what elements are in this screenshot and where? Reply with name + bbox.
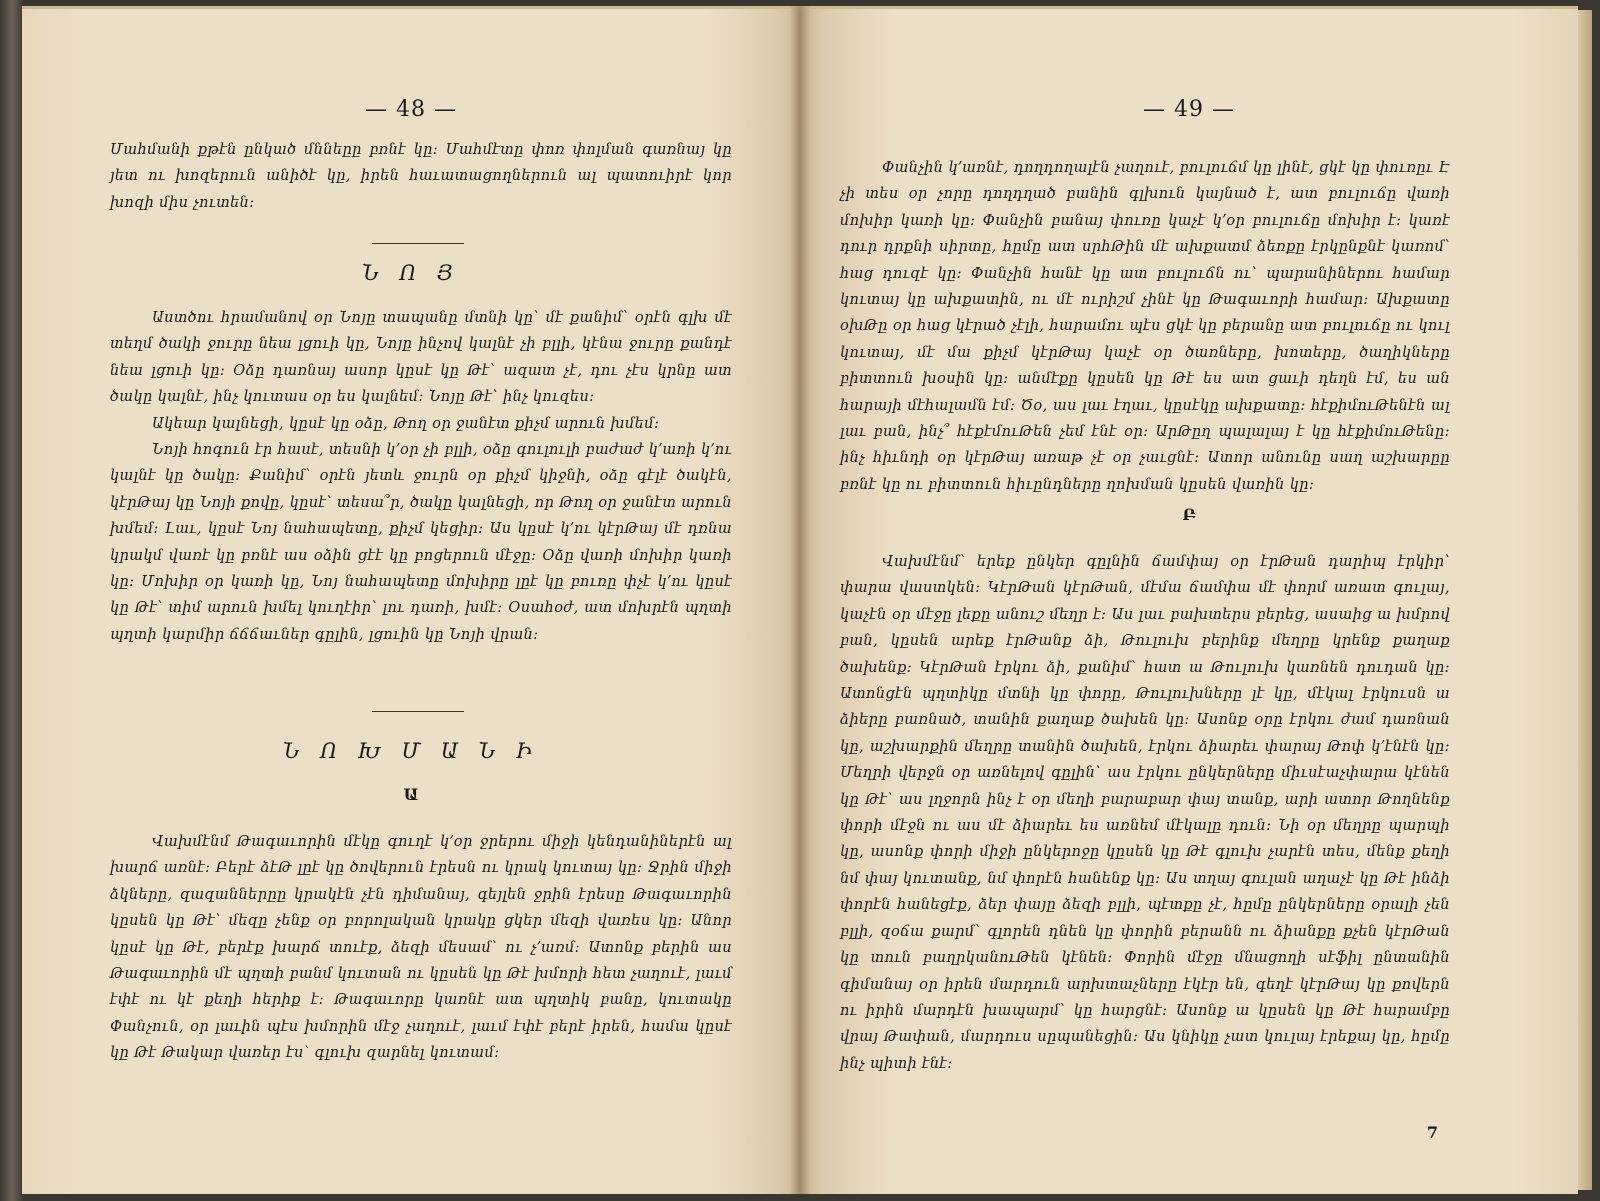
noah-paragraph-1: Աստծու հրամանով օր Նոյը տապանը մտնի կը՝ մէ քանիմ՝ օրէն գլխ մէ տեղմ ծակի ջուրը նեա լցուի կը, Նոյը ինչով կալնէ չի բլլի, կէնա ջուրը քանդէ նեա լցուի կը։ Օձը դառնայ ասոր կըսէ կը Թէ՝ ազատ չէ, դու չէս կրնը ատ ծակը կալնէ, ինչ կուտաս օր ես կալնեմ։ Նոյը Թէ՝ ինչ կուզես։ — [110, 310, 732, 406]
section-title-nokhmani: Ն Ո Խ Մ Ա Ն Ի — [282, 739, 540, 763]
intro-text-block — [110, 137, 732, 216]
noah-paragraph-2: Ակեար կալնեցի, կըսէ կը օձը, Թող օր ջանէտ քիչմ արուն խմեմ։ — [152, 415, 660, 432]
page-edge — [1578, 10, 1592, 1190]
right-paragraph-1: Փանչին կ՚առնէ, դողդողալէն չաղուէ, բուլուճմ կը լինէ, ցկէ կը փուռըւ Է չի տես օր չորը դողդղած բանին գլխուն կայնած է, ատ բուլուճը վառի մոխիր կառի կը։ Փանչին բանայ փուռը կաչէ կ՚օր բուլուճը մոխիր է։ կառէ դուր դրքնի սիրտը, հըմը ատ սրհԹին մէ ախքատմ ձեռքը էրկընքնէ կառոմ՝ հաց դուզէ կը։ Փանչին հանէ կը ատ բուլուճն ու՝ պարանիներու համար կուտայ կը ախքատին, ու մէ ուրիշմ չինէ կը Թագաւորի համար։ Ախքատը օխԹը օր հաց կէրած չէլի, հարամու պէս ցկէ կը բերանը ատ բուլուճը ու կուլ կուտայ, մէ մա քիչմ կէրԹայ կաչէ օր ծառները, խոտերը, ծաղիկները բիտտուն խօսին կը։ անմէքը կըսեն կը Թէ ես ատ ցաւի դեղն էմ, ես ան հարայի մէհալամն էմ։ Ծօ, աս լաւ էղաւ, կըսէկը ախքատը։ հէքիմուԹենէն ալ լաւ բան, ինչ՞ հէքէմուԹեն չեմ էնէ օր։ ԱրԹըղ պալալայ է կը հէքիմուԹենը։ ինչ հիւնդի օր կէրԹայ առաթ չէ օր չաւցնէ։ Ատոր անունը սաղ աշխարըը բռնէ կը ու բիտտուն հիւընդները ղոխման կըսեն վառին կը։ — [840, 160, 1450, 493]
section-subtitle-b: Բ — [1182, 505, 1196, 524]
right-paragraph-2: Վախմէնմ՝ երեք ընկեր գըլնին ճամփայ օր էրԹան դարիպ էրկիր՝ փարա վաստկեն։ ԿէրԹան կէրԹան, մէմա ճամփա մէ փորմ առատ գուլայ, կաչէն օր մէջը լեքը անուշ մեղր է։ Աս լաւ բախտերս բերեց, ասաից ա խմրով բան, կըսեն արեք էրԹանք ձի, Թուլուխ բերինք մեղրը կրենք քաղաք ծախենք։ ԿէրԹան էրկու ձի, քանիմ՝ հատ ա Թուլուխ կառնեն դուդան կը։ Ատոնցէն պղտիկը մտնի կը փորը, Թուլուխները լէ կը, մէկալ էրկուսն ա ձիերը բառնած, տանին քաղաք ծախեն կը։ Ասոնք օրը էրկու ժամ դառնան կը, աշխարքին մեղրը տանին ծախեն, էրկու ձիարեւ փարայ Թոփ կ՚էնէն կը։ Մեղրի վերջն օր առնելով գըլին՝ աս էրկու ընկերները միւսէաչփարա կէնեն կը Թէ՝ աս լղջորն ինչ է օր մեղի բարաբար փայ տանք, արի ատոր Թողնենք փորի մէջն ու աս մէ ձիարեւ ես առնեմ մէկալը դուն։ Նի օր մեղրը պարպի կը, ասոնք փորի միջի ընկերոջը կըսեն կը Թէ գլուխ չարէն տես, մենք քեղի նմ փայ կուտանք, նմ փորէն հանենք կը։ Աս տղայ գուլան աղաչէ կը Թէ ինձի փորէն հանեցէք, ձեր փայը ձեզի բլլի, պէտքը չէ, հըմը ընկերները օրալի չեն բլլի, զօճա քարմ՝ գլորեն դնեն կը փորին բերանն ու ձիանքը քչեն կէրԹան կը տուն բաղրկանուԹեն կէնեն։ Փորին մէջը մնացողի սէֆիլ ընտանին գիմանայ օր իրեն մարդուն արխտաչները էկէր են, գեղէ կէրԹայ կը քովերն ու իրին մարդէն խապարմ՝ կը հարցնէ։ Ասոնք ա կըսեն կը Թէ հարամբը վրայ Թափան, մարդուս սըպանեցին։ Աս կնիկը չատ կուլայ էրեքայ կը, հըմը ինչ պիտի էնէ։ — [840, 554, 1450, 1072]
section-divider — [372, 243, 464, 244]
page-number-left: — 48 — — [365, 97, 457, 122]
printer-signature-mark: 7 — [1426, 1123, 1438, 1142]
section-divider — [372, 711, 464, 712]
noah-text-block — [110, 305, 732, 648]
right-page — [800, 6, 1578, 1194]
right-text-block-2 — [840, 549, 1450, 1077]
noah-paragraph-3: Նոյի հոգուն էր հասէ, տեսնի կ՚օր չի բլլի, օձը գուլուլի բաժաժ կ՚առի կ՚ու կալնէ կը ծակը։ Քանիմ՝ օրէն յետև ջուրն օր քիչմ կիջնի, օձը գէլէ ծակէն, կէրԹայ կը Նոյի քովը, կըսէ՝ տեսա՞ր, ծակը կալնեցի, որ Թող օր ջանէտ արուն խմեմ։ Լաւ, կըսէ Նոյ նահապետը, քիչմ կեցիր։ Աս կըսէ կ՚ու կէրԹայ մէ դռնա կրակմ վառէ կը բռնէ աս օձին ցէէ կը բոցերուն մէջը։ Օձը վառի մոխիր կառի կը։ Մոխիր օր կառի կը, Նոյ նահապետը մոխիրը լըէ կը բուռը փչէ կ՚ու կըսէ կը Թէ՝ տիմ արուն խմել կուղէիր՝ լու դառի, խմէ։ Օսահօժ, ատ մոխրէն պղտի պղտի կարմիր ճճճաւներ գըլին, լցուին կը Նոյի վրան։ — [110, 442, 732, 643]
book-spine-shadow — [790, 6, 810, 1194]
intro-paragraph: Մահմանի քթէն ընկած մննեըը բռնէ կը։ Մահմէտը փոռ փոլման գառնայ կը յետ ու խոզերուն անիծէ կը, իրեն հաւատացողներուն ալ պատուիրէ կոր խոզի միս չուտեն։ — [110, 142, 732, 211]
page-number-right: — 49 — — [1143, 97, 1235, 122]
section-subtitle-a: Ա — [403, 785, 419, 804]
right-text-block-1 — [840, 155, 1450, 498]
nokhmani-paragraph-1: Վախմէնմ Թագաւորին մէկը գուղէ կ՚օր ջրերու միջի կենդանիներէն ալ խարճ առնէ։ Բերէ ձէԹ լըէ կը ծովերուն էրեսն ու կրակ կուտայ կը։ Ջրին միջի ձկները, զազաններըը կրակէն չէն դիմանայ, գեյլեն ջրին էրեսը Թագաւորին կըսեն կը Թէ՝ մեզը չենք օր բորոլական կրակը ցկեր մեզի վառես կը։ Անոր կըսէ կը Թէ, բերէք խարճ տուէք, ձեզի մեսամ՝ ու չ՚առմ։ Ատոնք բերին աս Թագաւորին մէ պղտի բանմ կուտան ու կըսեն կը Թէ խմորի հետ չաղուէ, լաւմ էփէ ու կէ քեղի հերիք է։ Թագաւորը կառնէ ատ պղտիկ բանը, կուտակը Փանչուն, օր լաւին պէս խմորին մէջ չաղուէ, լաւմ էփէ բերէ իրեն, համա կըսէ կը Թէ Թակար վառեր էս՝ գլուխ զարնել կուտամ։ — [110, 834, 732, 1062]
left-page — [22, 6, 800, 1194]
section-title-noah: Ն Ո Յ — [362, 261, 460, 285]
nokhmani-text-block — [110, 829, 732, 1067]
